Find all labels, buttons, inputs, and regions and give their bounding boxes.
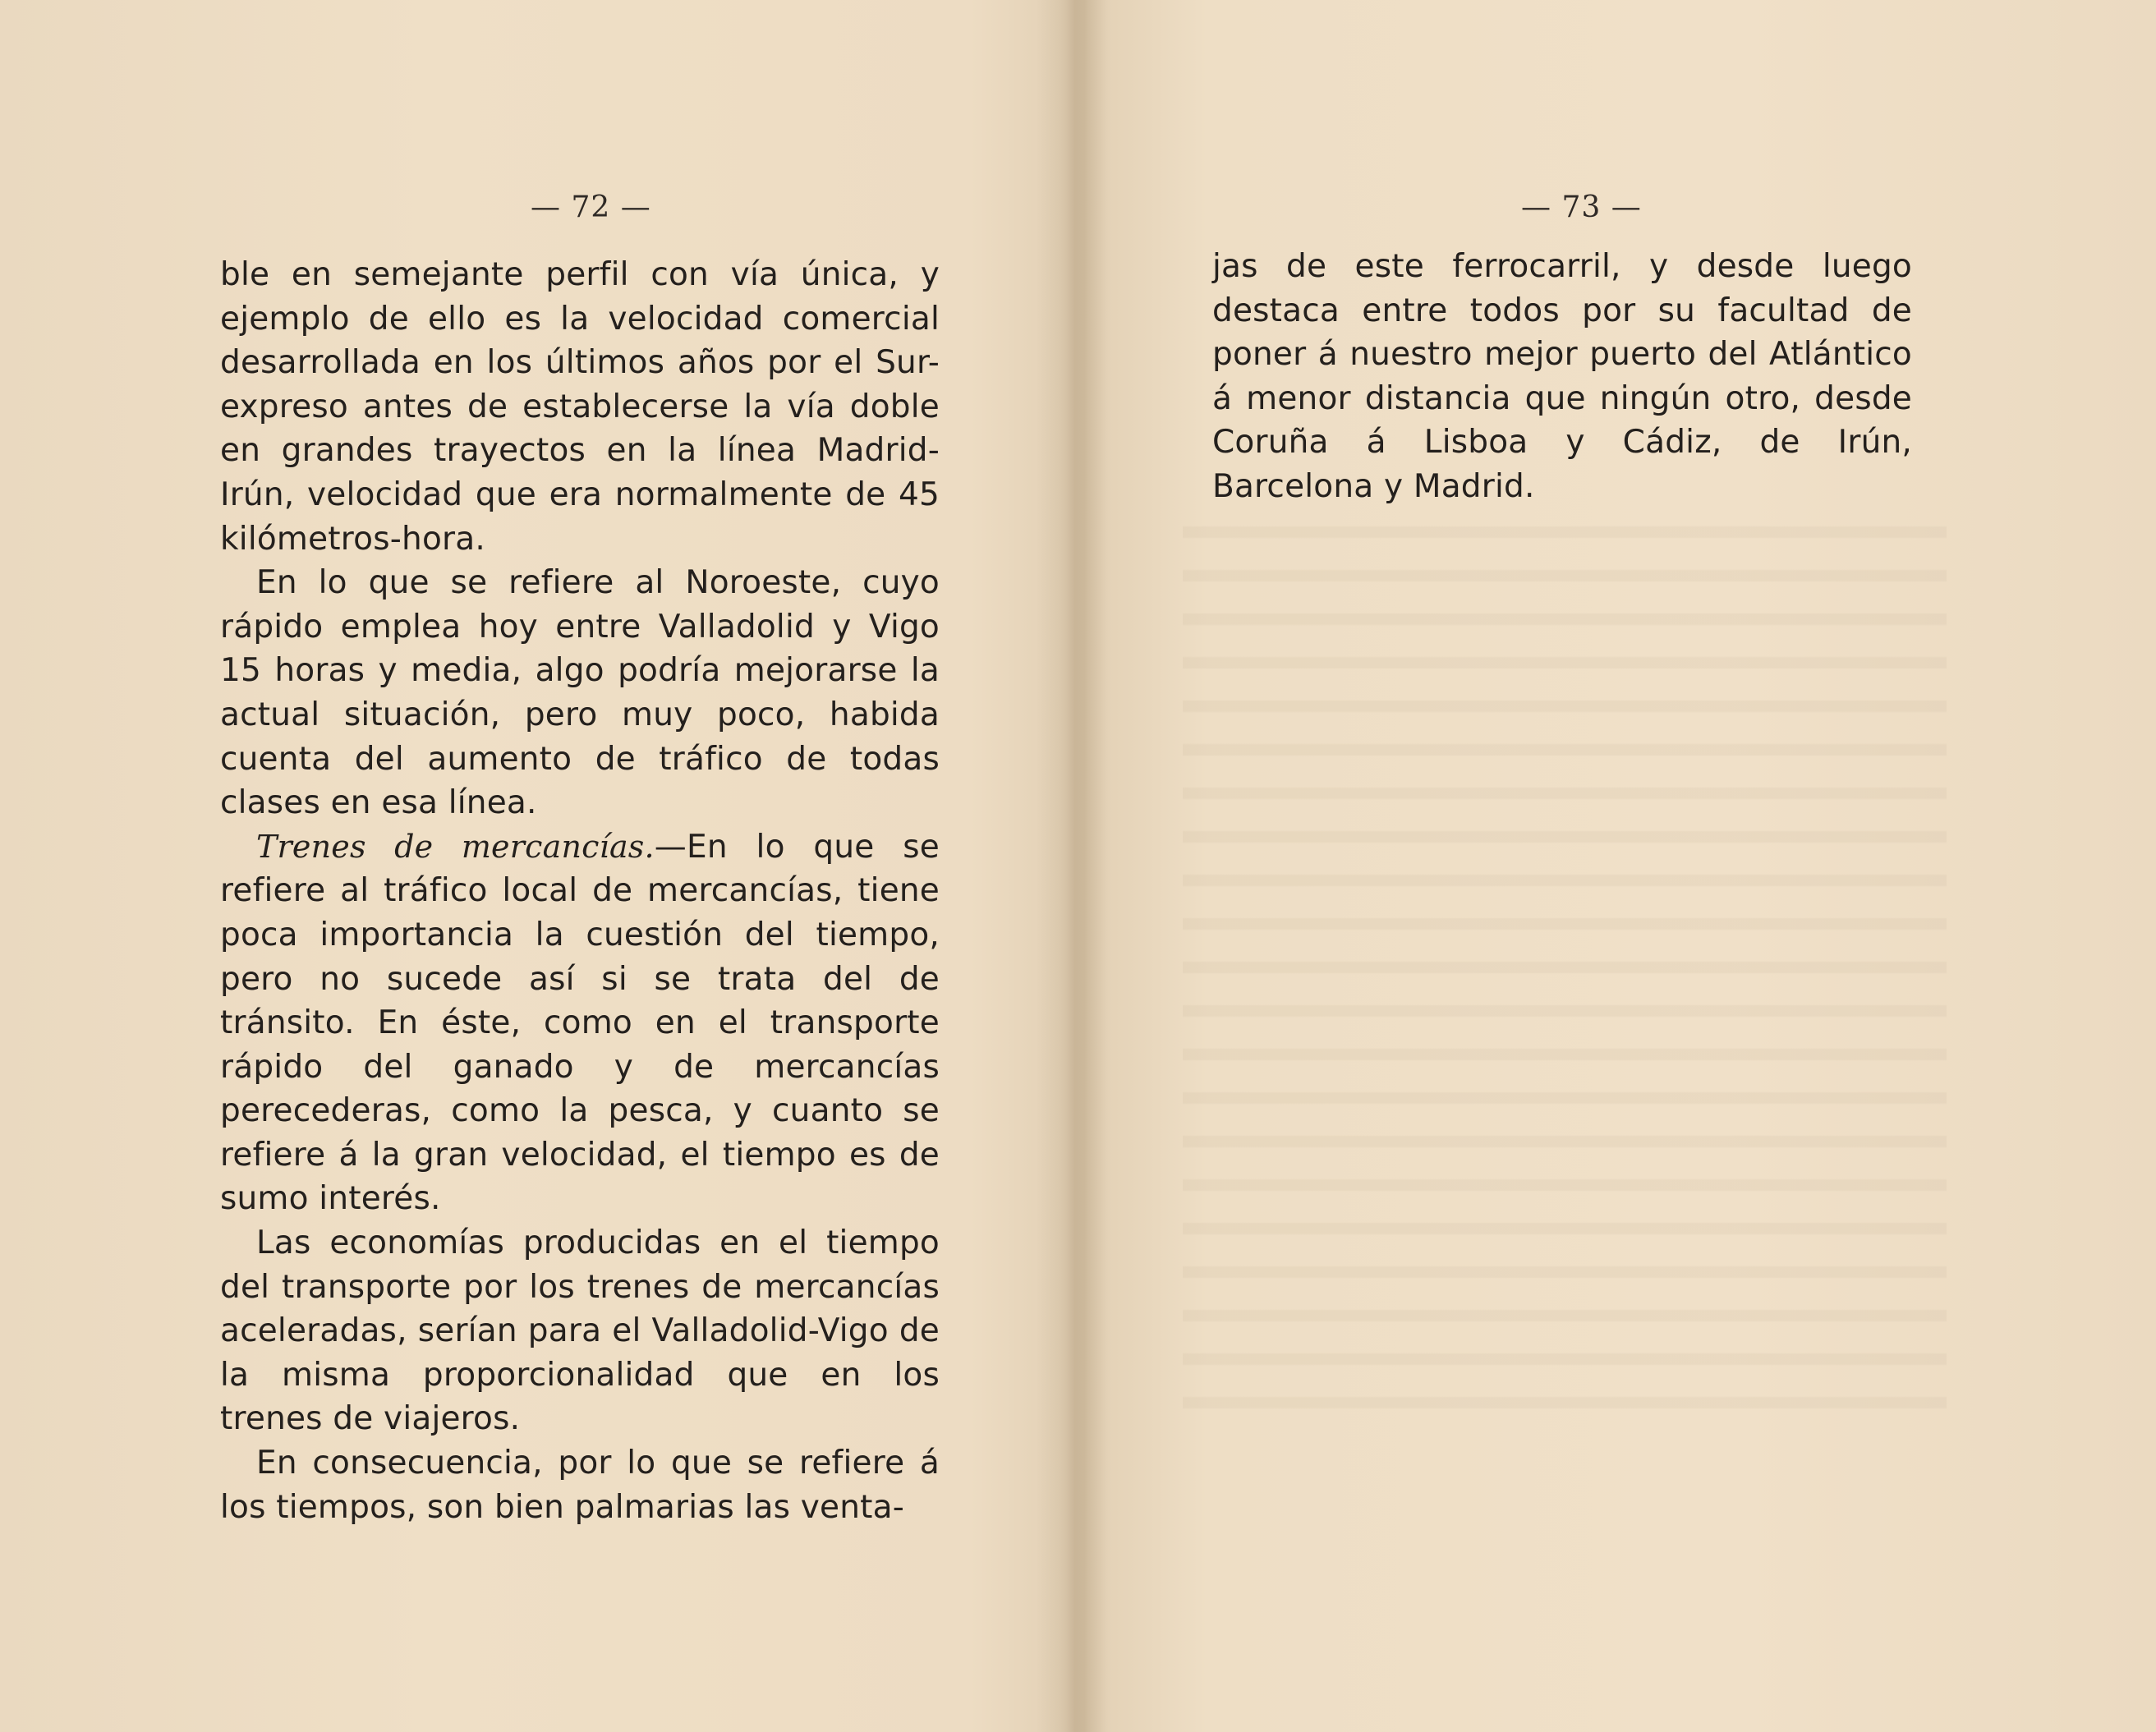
- section-heading: Trenes de mercancías.: [256, 828, 655, 865]
- paragraph: En lo que se refiere al Noroeste, cuyo rápido emplea hoy entre Valladolid y Vigo 15 horas y media, algo podría mejorarse la actual situación, pero muy poco, habida cuenta del aumento de tráfico de todas clases en esa línea.: [220, 564, 940, 822]
- paragraph: [220, 825, 940, 1221]
- right-page: [1078, 0, 2156, 1732]
- body-text: [1212, 245, 1912, 509]
- paragraph: Las economías producidas en el tiempo del transporte por los trenes de mercancías aceleradas, serían para el Valladolid-Vigo de la misma proporcionalidad que en los trenes de viajeros.: [220, 1224, 940, 1438]
- page-number: — 72 —: [531, 191, 651, 224]
- page-number: — 73 —: [1521, 191, 1642, 224]
- paragraph: En consecuencia, por lo que se refiere á los tiempos, son bien palmarias las venta-: [220, 1445, 940, 1526]
- paragraph-text: —En lo que se refiere al tráfico local de mercancías, tiene poca importancia la cuestión del tiempo, pero no sucede así si se trata del de tránsito. En éste, como en el transporte rápido del ganado y de mercancías perecederas, como la pesca, y cuanto se refiere á la gran velocidad, el tiempo es de sumo interés.: [220, 828, 940, 1218]
- paragraph: jas de este ferrocarril, y desde luego destaca entre todos por su facultad de poner á nuestro mejor puerto del Atlántico á menor distancia que ningún otro, desde Coruña á Lisboa y Cádiz, de Irún, Barcelona y Madrid.: [1212, 248, 1912, 505]
- paragraph: ble en semejante perfil con vía única, y ejemplo de ello es la velocidad comercial desarrollada en los últimos años por el Sur-expreso antes de establecerse la vía doble en grandes trayectos en la línea Madrid-Irún, velocidad que era normalmente de 45 kilómetros-hora.: [220, 256, 940, 558]
- body-text: [220, 253, 940, 1529]
